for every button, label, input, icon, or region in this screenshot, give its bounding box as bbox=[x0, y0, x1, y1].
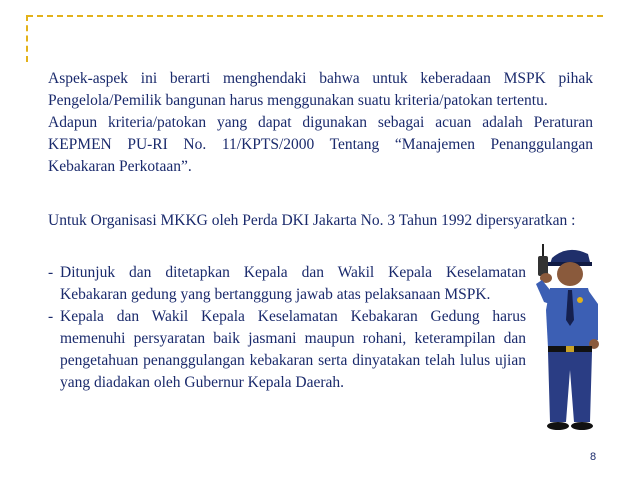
intro-paragraph bbox=[48, 68, 593, 178]
list-item bbox=[48, 262, 526, 306]
bullet-marker: - bbox=[48, 264, 54, 281]
paragraph-1: Aspek-aspek ini berarti menghendaki bahwa untuk keberadaan MSPK pihak Pengelola/Pemilik bangunan harus menggunakan suatu kriteria/patokan tertentu. bbox=[48, 70, 593, 109]
requirements-list bbox=[48, 262, 526, 394]
list-item bbox=[48, 306, 526, 394]
list-item-text: Ditunjuk dan ditetapkan Kepala dan Wakil Kepala Keselamatan Kebakaran gedung yang bertanggung jawab atas pelaksanaan MSPK. bbox=[60, 264, 526, 303]
requirement-intro: Untuk Organisasi MKKG oleh Perda DKI Jakarta No. 3 Tahun 1992 dipersyaratkan : bbox=[48, 212, 576, 229]
left-dashed-rule bbox=[26, 15, 28, 62]
list-item-text: Kepala dan Wakil Kepala Keselamatan Kebakaran Gedung harus memenuhi persyaratan baik jasmani maupun rohani, keterampilan dan pengetahuan penanggulangan kebakaran serta dinyatakan telah lulus ujian yang diadakan oleh Gubernur Kepala Daerah. bbox=[60, 308, 526, 391]
top-dashed-rule bbox=[27, 15, 603, 17]
paragraph-1b: Adapun kriteria/patokan yang dapat digunakan sebagai acuan adalah Peraturan KEPMEN PU-RI No. 11/KPTS/2000 Tentang “Manajemen Penanggulangan Kebakaran Perkotaan”. bbox=[48, 114, 593, 175]
page-number: 8 bbox=[590, 451, 597, 463]
bullet-marker: - bbox=[48, 308, 54, 325]
security-guard-icon bbox=[530, 240, 608, 440]
